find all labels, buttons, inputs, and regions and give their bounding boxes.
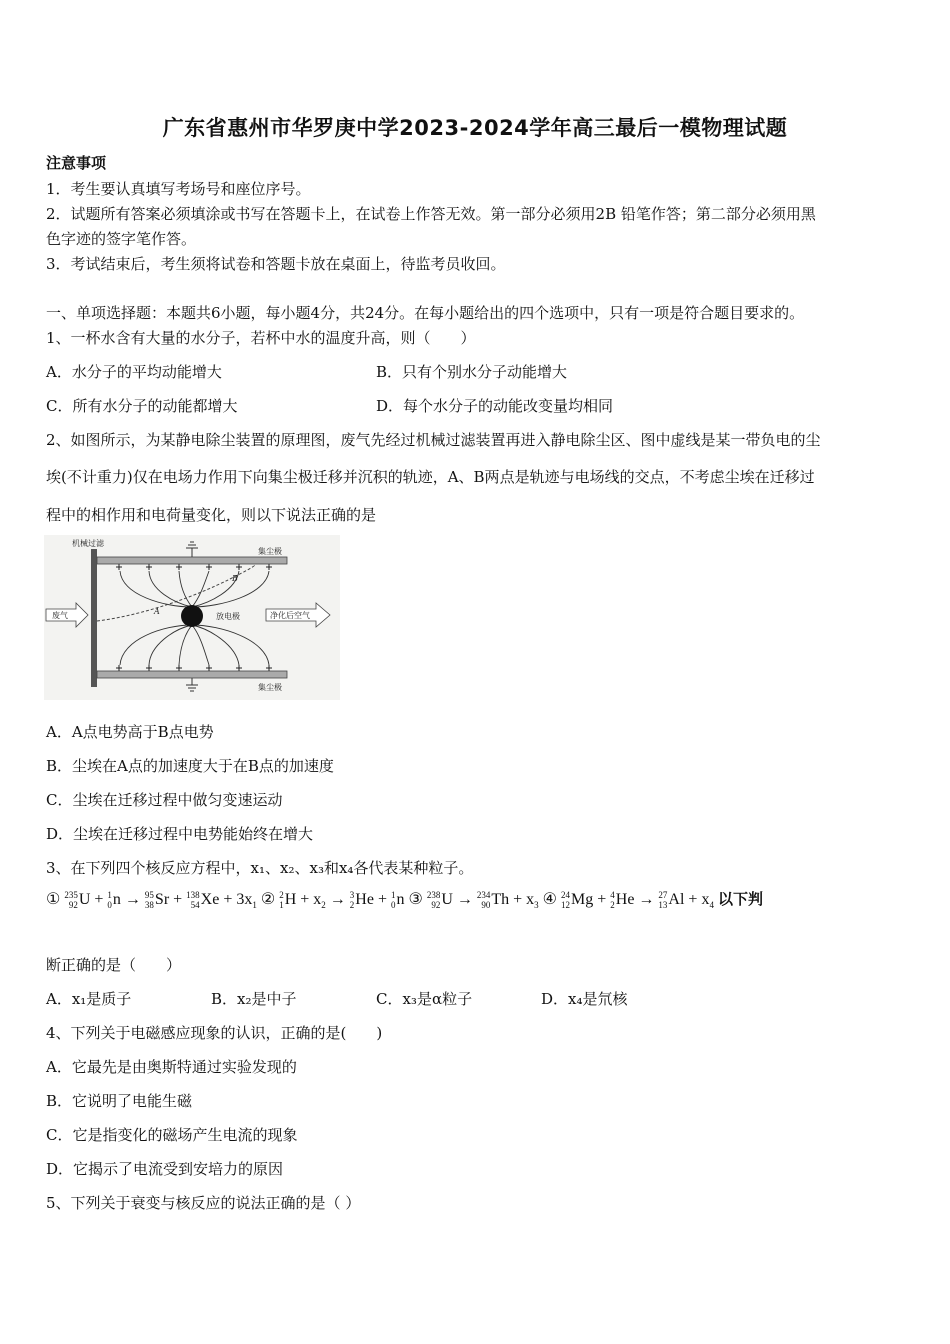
notice-heading: 注意事项 <box>46 154 107 172</box>
notice-item: 2．试题所有答案必须填涂或书写在答题卡上，在试卷上作答无效。第一部分必须用2B 铅笔作答；第二部分必须用黑 <box>46 205 816 223</box>
q4-option-c: C．它是指变化的磁场产生电流的现象 <box>46 1126 298 1144</box>
page-title: 广东省惠州市华罗庚中学2023-2024学年高三最后一模物理试题 <box>162 116 788 140</box>
collector-plate-top <box>97 557 287 564</box>
question-2-stem: 2、如图所示，为某静电除尘装置的原理图，废气先经过机械过滤装置再进入静电除尘区、图中虚线是某一带负电的尘 <box>46 431 821 449</box>
filter-wall <box>91 549 97 687</box>
notice-item: 1．考生要认真填写考场号和座位序号。 <box>46 180 311 198</box>
question-2-stem: 埃(不计重力)仅在电场力作用下向集尘极迁移并沉积的轨迹，A、B两点是轨迹与电场线的交点，不考虑尘埃在迁移过 <box>46 468 815 486</box>
equation-marker: ① <box>46 891 61 908</box>
label-outlet: 净化后空气 <box>270 611 310 620</box>
question-1-stem: 1、一杯水含有大量的水分子，若杯中水的温度升高，则（ ） <box>46 329 476 347</box>
q4-option-a: A．它最先是由奥斯特通过实验发现的 <box>46 1058 297 1076</box>
label-collector-bottom: 集尘极 <box>258 683 282 692</box>
question-5-stem: 5、下列关于衰变与核反应的说法正确的是（ ） <box>46 1194 361 1212</box>
q4-option-d: D．它揭示了电流受到安培力的原因 <box>46 1160 284 1178</box>
section-heading: 一、单项选择题：本题共6小题，每小题4分，共24分。在每小题给出的四个选项中，只有一项是符合题目要求的。 <box>46 304 805 322</box>
equation-marker: ③ <box>408 891 423 908</box>
question-2-stem: 程中的相作用和电荷量变化，则以下说法正确的是 <box>46 506 377 524</box>
nuclear-equations: ① 235 92 U + 1 0 n → 95 38 Sr + 138 54 $Xe + 3x_1$ ② 2 1 $H + x_2$ → 3 2 He + 1 0 n ③ 238 92 U → 234 90 $Th + x_3$ ④ 24 12 Mg + 4 2 He → 27 13 $Al + x_4$ 以下判 <box>46 890 763 911</box>
label-point-a: A <box>154 607 160 616</box>
q3-option-b: B．x₂是中子 <box>211 990 297 1008</box>
precipitator-diagram <box>44 535 340 700</box>
q2-option-d: D．尘埃在迁移过程中电势能始终在增大 <box>46 825 314 843</box>
q2-option-b: B．尘埃在A点的加速度大于在B点的加速度 <box>46 757 334 775</box>
label-filter: 机械过滤 <box>72 539 104 548</box>
question-3-stem: 3、在下列四个核反应方程中，x₁、x₂、x₃和x₄各代表某种粒子。 <box>46 859 474 877</box>
q3-option-d: D．x₄是氘核 <box>541 990 628 1008</box>
q2-option-c: C．尘埃在迁移过程中做匀变速运动 <box>46 791 283 809</box>
q2-option-a: A．A点电势高于B点电势 <box>46 723 214 741</box>
label-inlet: 废气 <box>52 611 68 620</box>
q3-option-c: C．x₃是α粒子 <box>376 990 473 1008</box>
q3-option-a: A．x₁是质子 <box>46 990 132 1008</box>
label-electrode: 放电极 <box>216 612 240 621</box>
q1-option-b: B．只有个别水分子动能增大 <box>376 363 568 381</box>
equation-tail-text: 以下判 <box>717 890 763 908</box>
q4-option-b: B．它说明了电能生磁 <box>46 1092 193 1110</box>
discharge-electrode <box>181 605 203 627</box>
collector-plate-bottom <box>97 671 287 678</box>
q1-option-c: C．所有水分子的动能都增大 <box>46 397 238 415</box>
question-4-stem: 4、下列关于电磁感应现象的认识，正确的是( ) <box>46 1024 383 1042</box>
label-collector-top: 集尘极 <box>258 547 282 556</box>
notice-item: 3．考试结束后，考生须将试卷和答题卡放在桌面上，待监考员收回。 <box>46 255 506 273</box>
q1-option-d: D．每个水分子的动能改变量均相同 <box>376 397 614 415</box>
question-3-stem-cont: 断正确的是（ ） <box>46 956 182 974</box>
q1-option-a: A．水分子的平均动能增大 <box>46 363 222 381</box>
equation-marker: ④ <box>542 891 558 908</box>
equation-marker: ② <box>260 891 276 908</box>
label-point-b: B <box>232 574 238 583</box>
notice-item: 色字迹的签字笔作答。 <box>46 230 197 248</box>
